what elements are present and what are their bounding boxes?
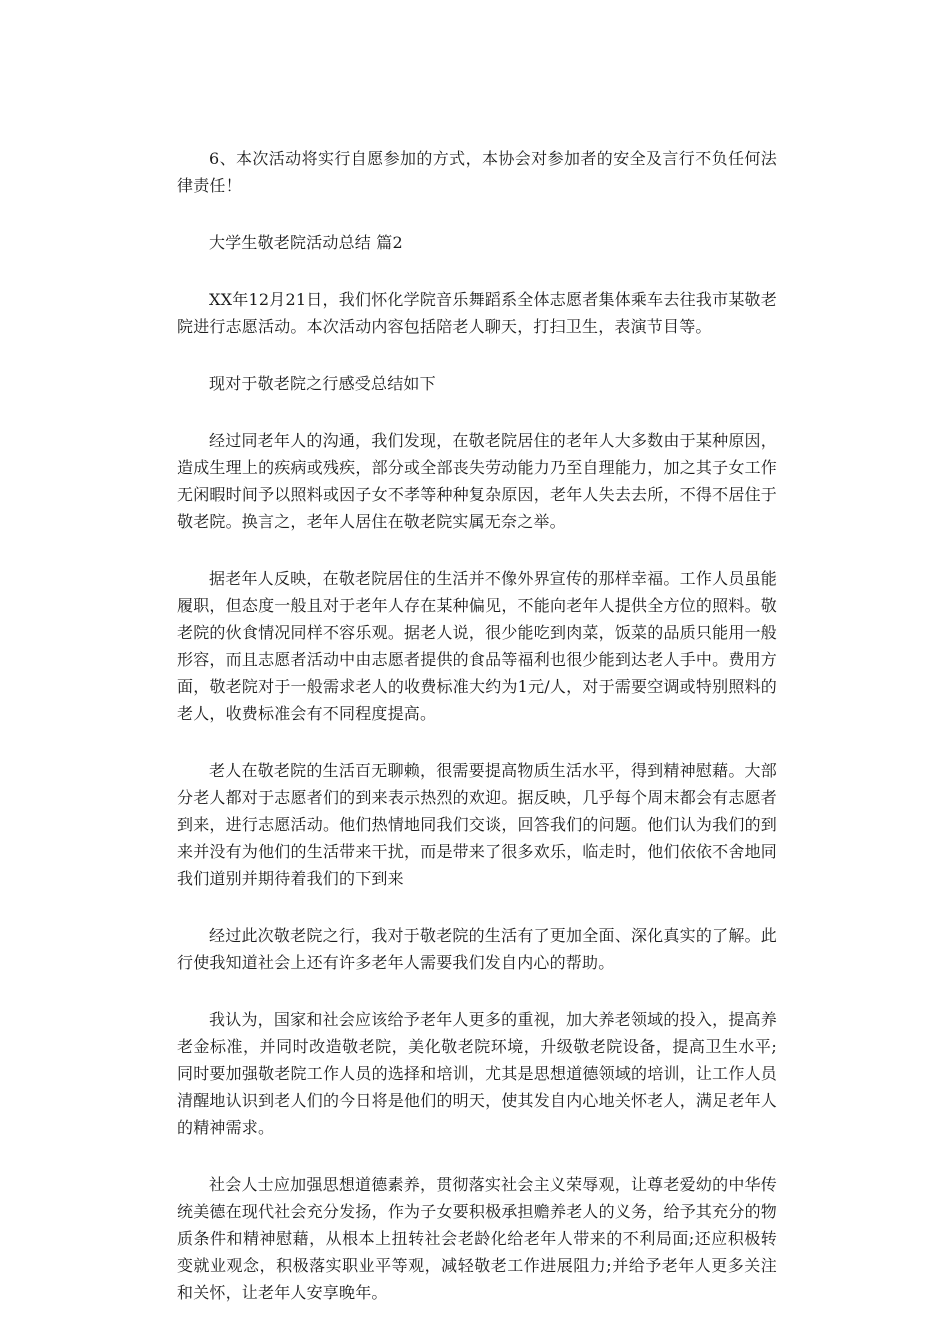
paragraph-feedback: 据老年人反映，在敬老院居住的生活并不像外界宣传的那样幸福。工作人员虽能履职，但态度一般且对于老年人存在某种偏见，不能向老年人提供全方位的照料。敬老院的伙食情况同样不容乐观。据老人说，很少能吃到肉菜，饭菜的品质只能用一般形容，而且志愿者活动中由志愿者提供的食品等福利也很少能到达老人手中。费用方面，敬老院对于一般需求老人的收费标准大约为1元/人，对于需要空调或特别照料的老人，收费标准会有不同程度提高。 — [177, 569, 777, 723]
paragraph-intro: XX年12月21日，我们怀化学院音乐舞蹈系全体志愿者集体乘车去往我市某敬老院进行志愿活动。本次活动内容包括陪老人聊天，打扫卫生，表演节目等。 — [177, 290, 777, 336]
paragraph-reflection: 经过此次敬老院之行，我对于敬老院的生活有了更加全面、深化真实的了解。此行使我知道社会上还有许多老年人需要我们发自内心的帮助。 — [177, 926, 777, 972]
paragraph-daily-life: 老人在敬老院的生活百无聊赖，很需要提高物质生活水平，得到精神慰藉。大部分老人都对于志愿者们的到来表示热烈的欢迎。据反映，几乎每个周末都会有志愿者到来，进行志愿活动。他们热情地同我们交谈，回答我们的问题。他们认为我们的到来并没有为他们的生活带来干扰，而是带来了很多欢乐，临走时，他们依依不舍地同我们道别并期待着我们的下到来 — [177, 761, 777, 888]
paragraph-recommendation-society: 社会人士应加强思想道德素养，贯彻落实社会主义荣辱观，让尊老爱幼的中华传统美德在现代社会充分发扬，作为子女要积极承担赡养老人的义务，给予其充分的物质条件和精神慰藉，从根本上扭转社会老龄化给老年人带来的不利局面;还应积极转变就业观念，积极落实职业平等观，减轻敬老工作进展阻力;并给予老年人更多关注和关怀，让老年人安享晚年。 — [177, 1175, 777, 1302]
paragraph-recommendation-state: 我认为，国家和社会应该给予老年人更多的重视，加大养老领域的投入，提高养老金标准，并同时改造敬老院，美化敬老院环境，升级敬老院设备，提高卫生水平;同时要加强敬老院工作人员的选择和培训，尤其是思想道德领域的培训，让工作人员清醒地认识到老人们的今日将是他们的明天，使其发自内心地关怀老人，满足老年人的精神需求。 — [177, 1010, 777, 1137]
document-body — [177, 145, 777, 1336]
paragraph-summary-lead: 现对于敬老院之行感受总结如下 — [209, 374, 436, 393]
section-heading: 大学生敬老院活动总结 篇2 — [209, 233, 403, 252]
paragraph-disclaimer: 6、本次活动将实行自愿参加的方式，本协会对参加者的安全及言行不负任何法律责任！ — [177, 149, 777, 195]
paragraph-communication: 经过同老年人的沟通，我们发现，在敬老院居住的老年人大多数由于某种原因，造成生理上的疾病或残疾，部分或全部丧失劳动能力乃至自理能力，加之其子女工作无闲暇时间予以照料或因子女不孝等种种复杂原因，老年人失去去所，不得不居住于敬老院。换言之，老年人居住在敬老院实属无奈之举。 — [177, 431, 777, 531]
